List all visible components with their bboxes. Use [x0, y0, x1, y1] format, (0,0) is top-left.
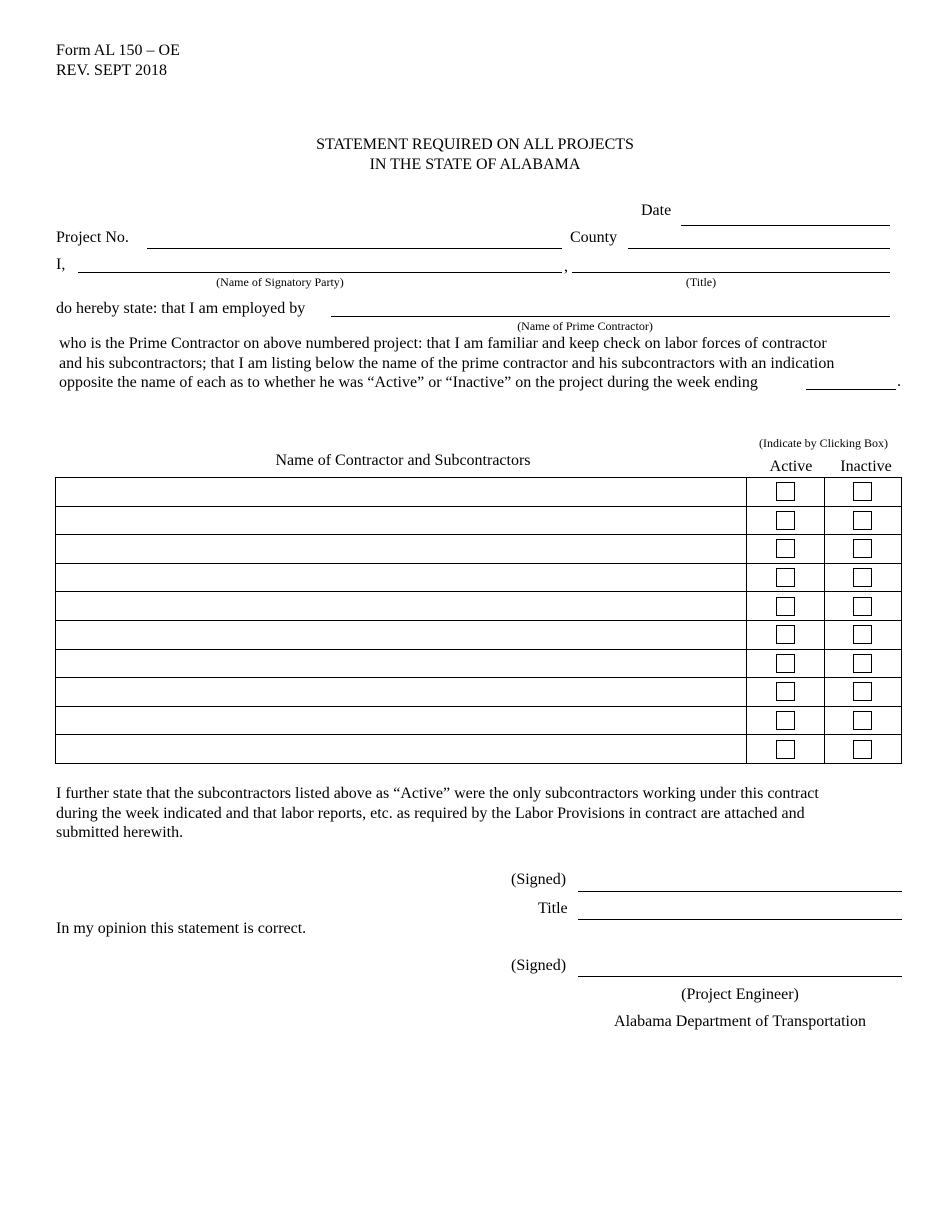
table-row [56, 592, 902, 621]
further-statement [56, 784, 819, 843]
inactive-cell [824, 649, 902, 678]
further-line-2: during the week indicated and that labor reports, etc. as required by the Labor Provisions in contract are attached and [56, 804, 805, 822]
project-engineer-caption: (Project Engineer) [681, 986, 799, 1003]
active-cell [747, 678, 825, 707]
table-row [56, 649, 902, 678]
inactive-cell [824, 592, 902, 621]
active-checkbox[interactable] [776, 682, 795, 701]
inactive-checkbox[interactable] [853, 625, 872, 644]
county-input[interactable] [628, 232, 890, 249]
contractor-table [55, 477, 902, 764]
inactive-cell [824, 735, 902, 764]
contractor-name-cell[interactable] [56, 592, 747, 621]
active-cell [747, 649, 825, 678]
table-row [56, 706, 902, 735]
signatory-name-input[interactable] [78, 256, 562, 273]
active-checkbox[interactable] [776, 654, 795, 673]
active-cell [747, 620, 825, 649]
form-id: Form AL 150 – OE [56, 42, 180, 59]
contractor-name-cell[interactable] [56, 506, 747, 535]
active-cell [747, 535, 825, 564]
inactive-cell [824, 478, 902, 507]
form-title-line2: IN THE STATE OF ALABAMA [369, 156, 581, 173]
date-input[interactable] [681, 209, 890, 226]
active-cell [747, 706, 825, 735]
inactive-checkbox[interactable] [853, 568, 872, 587]
i-label: I, [56, 256, 66, 273]
inactive-cell [824, 506, 902, 535]
contractor-name-cell[interactable] [56, 535, 747, 564]
inactive-checkbox[interactable] [853, 711, 872, 730]
active-cell [747, 563, 825, 592]
contractor-name-cell[interactable] [56, 678, 747, 707]
form-revision: REV. SEPT 2018 [56, 62, 167, 79]
statement-line-1: who is the Prime Contractor on above numbered project: that I am familiar and keep check on labor forces of contractor [59, 335, 827, 352]
statement-paragraph [59, 334, 834, 393]
active-checkbox[interactable] [776, 568, 795, 587]
contractor-name-cell[interactable] [56, 478, 747, 507]
active-checkbox[interactable] [776, 625, 795, 644]
inactive-cell [824, 535, 902, 564]
project-no-label: Project No. [56, 229, 129, 246]
form-title-line1: STATEMENT REQUIRED ON ALL PROJECTS [316, 136, 634, 153]
inactive-checkbox[interactable] [853, 597, 872, 616]
inactive-checkbox[interactable] [853, 482, 872, 501]
inactive-checkbox[interactable] [853, 539, 872, 558]
employed-by-label: do hereby state: that I am employed by [56, 300, 306, 317]
active-column-header: Active [769, 458, 813, 475]
title-caption: (Title) [685, 275, 717, 289]
inactive-column-header: Inactive [840, 458, 892, 475]
active-cell [747, 506, 825, 535]
active-checkbox[interactable] [776, 711, 795, 730]
active-checkbox[interactable] [776, 740, 795, 759]
active-cell [747, 478, 825, 507]
table-row [56, 478, 902, 507]
week-ending-input[interactable] [806, 373, 896, 390]
engineer-signed-input[interactable] [578, 960, 902, 977]
contractor-name-cell[interactable] [56, 706, 747, 735]
period: . [897, 373, 901, 390]
indicate-note: (Indicate by Clicking Box) [759, 436, 888, 450]
opinion-text: In my opinion this statement is correct. [56, 920, 307, 937]
contractor-name-cell[interactable] [56, 563, 747, 592]
county-label: County [570, 229, 618, 246]
signatory-caption: (Name of Signatory Party) [216, 275, 344, 289]
inactive-checkbox[interactable] [853, 682, 872, 701]
statement-line-3 [59, 373, 834, 393]
name-column-header: Name of Contractor and Subcontractors [275, 452, 531, 469]
further-line-3: submitted herewith. [56, 824, 184, 841]
table-row [56, 620, 902, 649]
active-checkbox[interactable] [776, 539, 795, 558]
inactive-cell [824, 678, 902, 707]
active-checkbox[interactable] [776, 511, 795, 530]
statement-line-3-text: opposite the name of each as to whether he was “Active” or “Inactive” on the project during the week ending [59, 374, 758, 391]
inactive-checkbox[interactable] [853, 654, 872, 673]
date-label: Date [641, 202, 672, 219]
signed-input[interactable] [578, 875, 902, 892]
active-cell [747, 735, 825, 764]
statement-line-2: and his subcontractors; that I am listing below the name of the prime contractor and his subcontractors with an indication [59, 354, 835, 372]
title-input[interactable] [578, 903, 902, 920]
inactive-cell [824, 563, 902, 592]
active-checkbox[interactable] [776, 597, 795, 616]
project-no-input[interactable] [147, 232, 562, 249]
inactive-cell [824, 620, 902, 649]
further-line-1: I further state that the subcontractors listed above as “Active” were the only subcontractors working under this contract [56, 785, 819, 802]
department-name: Alabama Department of Transportation [614, 1013, 866, 1030]
comma: , [564, 258, 568, 275]
table-row [56, 735, 902, 764]
inactive-cell [824, 706, 902, 735]
engineer-signed-label: (Signed) [511, 957, 567, 974]
contractor-name-cell[interactable] [56, 620, 747, 649]
table-row [56, 563, 902, 592]
table-row [56, 506, 902, 535]
signatory-title-input[interactable] [572, 256, 890, 273]
table-row [56, 678, 902, 707]
title-label: Title [538, 900, 568, 917]
inactive-checkbox[interactable] [853, 740, 872, 759]
contractor-name-cell[interactable] [56, 735, 747, 764]
active-checkbox[interactable] [776, 482, 795, 501]
signed-label: (Signed) [511, 871, 567, 888]
table-row [56, 535, 902, 564]
contractor-name-cell[interactable] [56, 649, 747, 678]
active-cell [747, 592, 825, 621]
prime-contractor-caption: (Name of Prime Contractor) [517, 319, 653, 333]
prime-contractor-input[interactable] [331, 300, 890, 317]
inactive-checkbox[interactable] [853, 511, 872, 530]
